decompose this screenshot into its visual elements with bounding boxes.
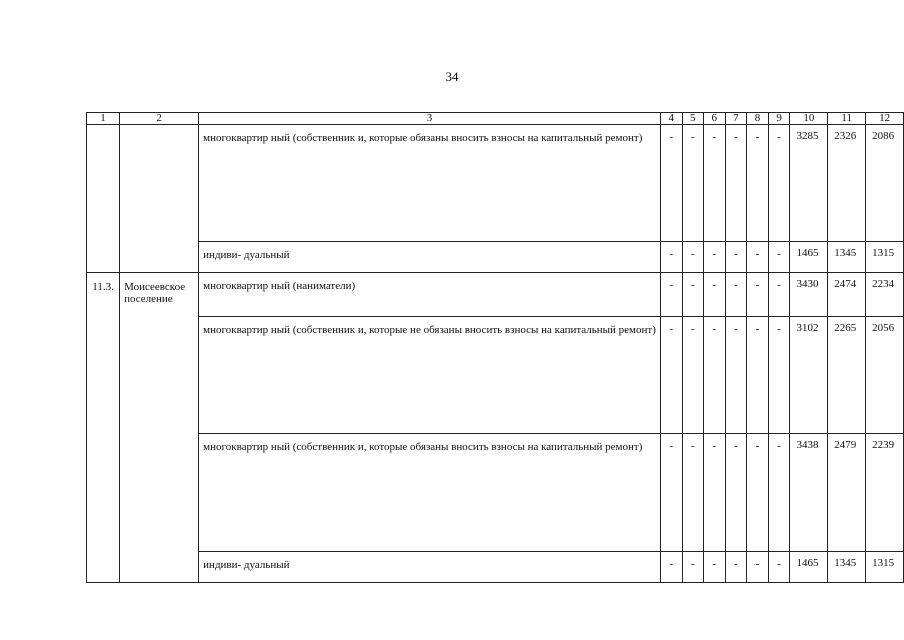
header-cell: 6 bbox=[703, 113, 725, 125]
value-cell: - bbox=[703, 242, 725, 273]
value-cell: - bbox=[725, 242, 747, 273]
value-cell: - bbox=[703, 273, 725, 317]
value-cell: - bbox=[747, 434, 769, 552]
value-cell: 2265 bbox=[828, 317, 866, 434]
value-cell: - bbox=[768, 317, 790, 434]
settlement-cell bbox=[120, 125, 199, 273]
housing-type-cell: многоквартир ный (собственник и, которые не обязаны вносить взносы на капитальный ремонт) bbox=[199, 317, 661, 434]
table-row bbox=[87, 552, 904, 583]
value-cell: 2056 bbox=[866, 317, 904, 434]
value-cell: - bbox=[660, 125, 682, 242]
table-row bbox=[87, 434, 904, 552]
value-cell: - bbox=[682, 552, 703, 583]
housing-type-cell: многоквартир ный (наниматели) bbox=[199, 273, 661, 317]
value-cell: 2326 bbox=[828, 125, 866, 242]
header-cell: 1 bbox=[87, 113, 120, 125]
housing-type-cell: индиви- дуальный bbox=[199, 552, 661, 583]
header-cell: 8 bbox=[747, 113, 769, 125]
header-cell: 11 bbox=[828, 113, 866, 125]
page-number: 34 bbox=[445, 69, 459, 84]
value-cell: - bbox=[660, 273, 682, 317]
value-cell: 2086 bbox=[866, 125, 904, 242]
value-cell: - bbox=[768, 125, 790, 242]
housing-type-cell: индиви- дуальный bbox=[199, 242, 661, 273]
value-cell: 3430 bbox=[790, 273, 828, 317]
value-cell: - bbox=[703, 434, 725, 552]
settlement-cell: Моисеевское поселение bbox=[120, 273, 199, 583]
value-cell: - bbox=[682, 317, 703, 434]
value-cell: - bbox=[725, 552, 747, 583]
value-cell: - bbox=[682, 125, 703, 242]
value-cell: - bbox=[768, 552, 790, 583]
value-cell: - bbox=[747, 125, 769, 242]
value-cell: 1465 bbox=[790, 552, 828, 583]
value-cell: 1465 bbox=[790, 242, 828, 273]
row-number-cell: 11.3. bbox=[87, 273, 120, 583]
header-cell: 7 bbox=[725, 113, 747, 125]
value-cell: 2474 bbox=[828, 273, 866, 317]
row-number-cell bbox=[87, 125, 120, 273]
value-cell: - bbox=[682, 434, 703, 552]
value-cell: - bbox=[747, 317, 769, 434]
value-cell: - bbox=[725, 125, 747, 242]
table-row bbox=[87, 317, 904, 434]
value-cell: - bbox=[703, 317, 725, 434]
value-cell: - bbox=[747, 552, 769, 583]
table-row bbox=[87, 125, 904, 242]
value-cell: - bbox=[747, 273, 769, 317]
header-cell: 5 bbox=[682, 113, 703, 125]
housing-type-cell: многоквартир ный (собственник и, которые обязаны вносить взносы на капитальный ремонт) bbox=[199, 434, 661, 552]
housing-type-cell: многоквартир ный (собственник и, которые обязаны вносить взносы на капитальный ремонт) bbox=[199, 125, 661, 242]
value-cell: - bbox=[768, 242, 790, 273]
value-cell: - bbox=[682, 242, 703, 273]
tariff-table bbox=[86, 112, 904, 583]
value-cell: - bbox=[725, 317, 747, 434]
value-cell: - bbox=[660, 552, 682, 583]
value-cell: 3102 bbox=[790, 317, 828, 434]
header-cell: 3 bbox=[199, 113, 661, 125]
header-cell: 4 bbox=[660, 113, 682, 125]
value-cell: 2239 bbox=[866, 434, 904, 552]
value-cell: - bbox=[725, 273, 747, 317]
header-cell: 2 bbox=[120, 113, 199, 125]
header-cell: 12 bbox=[866, 113, 904, 125]
value-cell: - bbox=[660, 317, 682, 434]
table-row bbox=[87, 242, 904, 273]
header-cell: 9 bbox=[768, 113, 790, 125]
value-cell: - bbox=[660, 434, 682, 552]
value-cell: - bbox=[725, 434, 747, 552]
value-cell: - bbox=[768, 434, 790, 552]
table-header-row bbox=[87, 113, 904, 125]
value-cell: - bbox=[660, 242, 682, 273]
value-cell: 1345 bbox=[828, 242, 866, 273]
value-cell: - bbox=[747, 242, 769, 273]
value-cell: 2479 bbox=[828, 434, 866, 552]
table-row bbox=[87, 273, 904, 317]
value-cell: - bbox=[703, 552, 725, 583]
value-cell: 3285 bbox=[790, 125, 828, 242]
value-cell: 1315 bbox=[866, 242, 904, 273]
value-cell: 3438 bbox=[790, 434, 828, 552]
value-cell: 1315 bbox=[866, 552, 904, 583]
value-cell: - bbox=[703, 125, 725, 242]
value-cell: - bbox=[682, 273, 703, 317]
value-cell: 1345 bbox=[828, 552, 866, 583]
value-cell: - bbox=[768, 273, 790, 317]
header-cell: 10 bbox=[790, 113, 828, 125]
value-cell: 2234 bbox=[866, 273, 904, 317]
